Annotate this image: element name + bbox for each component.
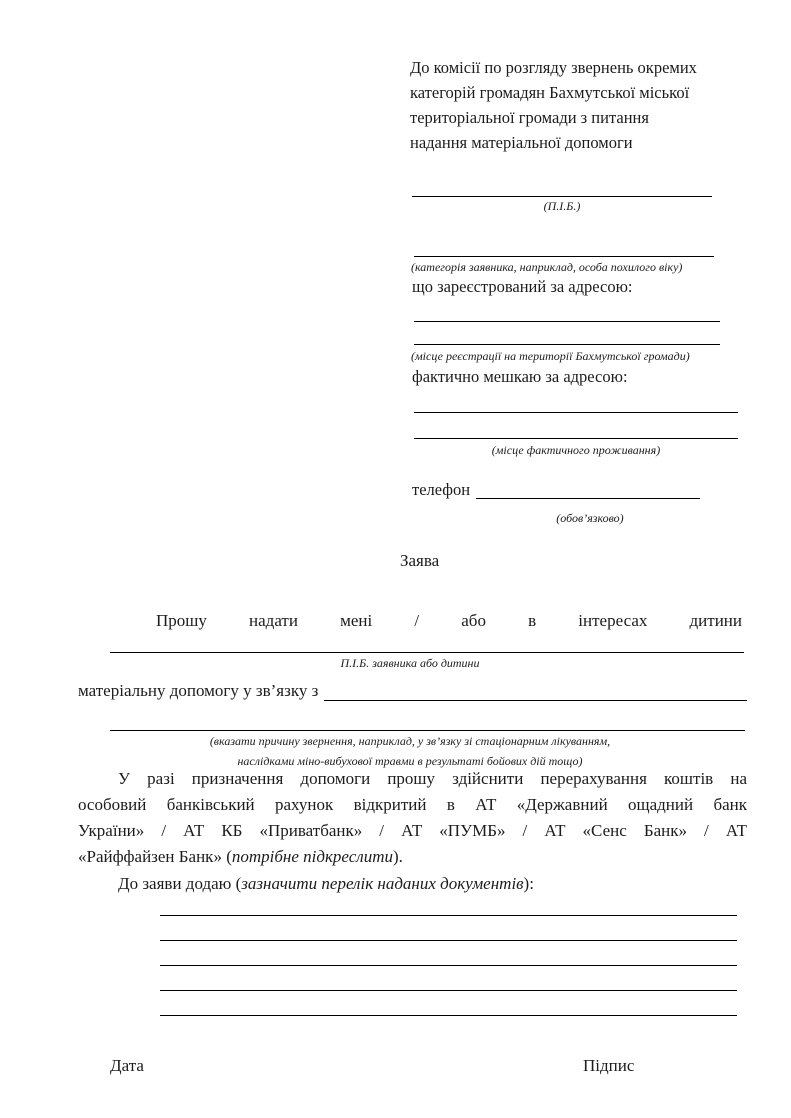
phone-label: телефон xyxy=(412,480,471,499)
documents-tail: ): xyxy=(523,874,534,893)
bank-line4-tail: ). xyxy=(392,847,403,866)
document-list-field-2[interactable] xyxy=(160,916,737,941)
bank-line4-main: «Райффайзен Банк» ( xyxy=(78,847,232,866)
bank-paragraph xyxy=(78,766,747,870)
phone-caption: (обов’язково) xyxy=(556,511,624,525)
reason-caption-line1: (вказати причину звернення, наприклад, у зв’язку зі стаціонарним лікуванням, xyxy=(209,734,611,748)
document-title: Заява xyxy=(400,551,440,570)
recipient-line: До комісії по розгляду звернень окремих xyxy=(410,58,697,77)
reason-caption-line2: наслідками міно-вибухової травми в результаті бойових дій тощо) xyxy=(237,754,583,768)
phone-field[interactable] xyxy=(476,480,700,499)
request-line: Прошу надати мені / або в інтересах дитини xyxy=(156,611,742,630)
assistance-reason-field-2[interactable] xyxy=(110,714,745,731)
registration-field-caption: (місце реєстрації на території Бахмутської громади) xyxy=(411,349,690,363)
recipient-line: надання матеріальної допомоги xyxy=(410,133,633,152)
documents-instruction: зазначити перелік наданих документів xyxy=(241,874,524,893)
registered-address-label: що зареєстрований за адресою: xyxy=(412,277,633,296)
bank-paragraph-line: особовий банківський рахунок відкритий в АТ «Державний ощадний банк xyxy=(78,795,747,814)
bank-paragraph-line: У разі призначення допомоги прошу здійснити перерахування коштів на xyxy=(118,769,747,788)
category-field-caption: (категорія заявника, наприклад, особа похилого віку) xyxy=(411,260,683,274)
documents-main: До заяви додаю ( xyxy=(118,874,242,893)
recipient-line: категорій громадян Бахмутської міської xyxy=(410,83,690,102)
applicant-name-field[interactable] xyxy=(412,180,712,197)
recipient-block xyxy=(410,55,720,155)
registered-address-field-2[interactable] xyxy=(414,328,720,345)
document-list-field-4[interactable] xyxy=(160,966,737,991)
document-list-field-3[interactable] xyxy=(160,941,737,966)
bank-paragraph-line: України» / АТ КБ «Приватбанк» / АТ «ПУМБ» / АТ «Сенс Банк» / АТ xyxy=(78,821,747,840)
assistance-label: матеріальну допомогу у зв’язку з xyxy=(78,681,319,700)
assistance-row xyxy=(78,678,747,704)
date-label: Дата xyxy=(110,1056,144,1075)
document-list-field-1[interactable] xyxy=(160,891,737,916)
bank-paragraph-line xyxy=(78,844,747,870)
document-list-field-5[interactable] xyxy=(160,991,737,1016)
applicant-category-field[interactable] xyxy=(414,240,714,257)
name-field-caption: (П.І.Б.) xyxy=(543,199,581,213)
registered-address-field-1[interactable] xyxy=(414,305,720,322)
actual-address-label: фактично мешкаю за адресою: xyxy=(412,367,628,386)
actual-address-field-1[interactable] xyxy=(414,396,738,413)
assistance-reason-field[interactable] xyxy=(324,682,747,701)
beneficiary-name-caption: П.І.Б. заявника або дитини xyxy=(340,656,480,670)
documents-list-fields xyxy=(160,891,737,1016)
actual-address-field-2[interactable] xyxy=(414,422,738,439)
signature-label: Підпис xyxy=(583,1056,635,1075)
recipient-line: територіальної громади з питання xyxy=(410,108,649,127)
beneficiary-name-field[interactable] xyxy=(110,636,744,653)
phone-row xyxy=(412,477,700,502)
actual-address-caption: (місце фактичного проживання) xyxy=(491,443,661,457)
underline-instruction: потрібне підкреслити xyxy=(231,847,393,866)
